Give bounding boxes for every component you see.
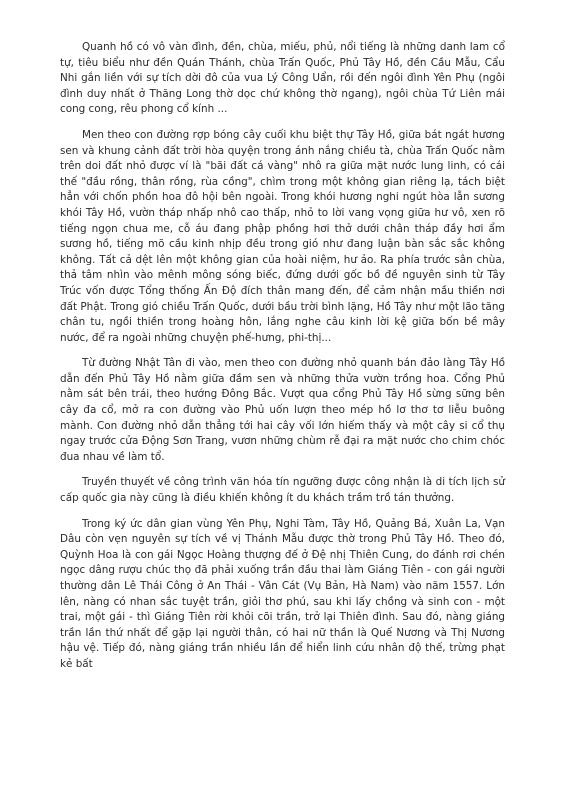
- paragraph-mother-goddess-legend: Trong ký ức dân gian vùng Yên Phụ, Nghi Tàm, Tây Hồ, Quảng Bá, Xuân La, Vạn Dâu còn vẹn nguyên sự tích về vị Thánh Mẫu được thờ trong Phủ Tây Hồ. Theo đó, Quỳnh Hoa là con gái Ngọc Hoàng thượng đế ở Đệ nhị Thiên Cung, do đánh rơi chén ngọc dâng rượu chúc thọ đã phải xuống trần đầu thai làm Giáng Tiên - con gái người thường dân Lê Thái Công ở An Thái - Vân Cát (Vụ Bản, Hà Nam) vào năm 1557. Lớn lên, nàng có nhan sắc tuyệt trần, giỏi thơ phú, sau khi lấy chồng và sinh con - một trai, một gái - thì Giáng Tiên rời khỏi cõi trần, trở lại Thiên đình. Sau đó, nàng giáng trần lần thứ nhất để gặp lại người thân, có hai nữ thần là Quế Nương và Thị Nương hậu vệ. Tiếp đó, nàng giáng trần nhiều lần để hiển linh cứu nhân độ thế, trừng phạt kẻ bất: [60, 517, 505, 670]
- body-text: [60, 40, 505, 683]
- paragraph-tran-quoc-pagoda: Men theo con đường rợp bóng cây cuối khu biệt thự Tây Hồ, giữa bát ngát hương sen và khung cảnh đất trời hòa quyện trong ánh nắng chiều tà, chùa Trấn Quốc nằm trên doi đất nhỏ được ví là "bãi đất cá vàng" nhô ra giữa mặt nước lung linh, có cái thế "đầu rồng, thân rồng, rùa cồng", chìm trong một không gian riêng lạ, tách biệt hẳn với chốn phồn hoa đô hội bên ngoài. Trong khói hương nghi ngút hòa lẫn sương khói Tây Hồ, vườn tháp nhấp nhô cao thấp, nhỏ to lời vang vọng giữa hư vô, xen rõ tiếng ngọn chua me, cỗ áu đang phập phồng hơi thở dưới chân tháp đầy hơi ẩm sương hồ, tiếng mõ cầu kinh nhịp đều trong gió như đang luận bàn sắc sắc không không. Tất cả dệt lên một không gian của hoài niệm, hư ảo. Ra phía trước sân chùa, thả tâm nhìn vào mênh mông sóng biếc, đứng dưới gốc bồ đề nguyên sinh từ Tây Trúc vốn được Tổng thống Ấn Độ đích thân mang đến, để cảm nhận mầu thiền nơi đất Phật. Trong gió chiều Trấn Quốc, dưới bầu trời bình lặng, Hồ Tây như một lão tăng chân tu, ngồi thiền trong hoàng hôn, lắng nghe câu kinh lời kệ giữa bốn bề mây nước, để ra ngoài những chuyện phế-hưng, phi-thị...: [60, 128, 505, 344]
- paragraph-temples-around-lake: Quanh hồ có vô vàn đình, đền, chùa, miếu, phủ, nổi tiếng là những danh lam cổ tự, tiêu biểu như đền Quán Thánh, chùa Trấn Quốc, Phủ Tây Hồ, đền Cầu Mẫu, Cẩu Nhi gắn liền với sự tích dời đô của vua Lý Công Uẩn, rồi đến ngôi đình Yên Phụ (ngôi đình duy nhất ở Thăng Long thờ dọc chứ không thờ ngang), ngôi chùa Tứ Liên mái cong cong, rêu phong cổ kính ...: [60, 41, 505, 116]
- paragraph-phu-tay-ho-path: Từ đường Nhật Tân đi vào, men theo con đường nhỏ quanh bán đảo làng Tây Hồ dẫn đến Phủ Tây Hồ nằm giữa đầm sen và những thửa vườn trồng hoa. Cổng Phủ nằm sát bên trái, theo hướng Đông Bắc. Vượt qua cổng Phủ Tây Hồ sừng sững bên cây đa cổ, mở ra con đường vào Phủ uốn lượn theo mép hồ lơ thơ tơ liễu buông mành. Con đường nhỏ dẫn thẳng tới hai cây vối lớn hiếm thấy và một cây si cổ thụ ngay trước cửa Động Sơn Trang, vươn những chùm rễ đại ra mặt nước cho chim chóc đua nhau về làm tổ.: [60, 357, 505, 463]
- paragraph-legend-intro: Truyền thuyết về công trình văn hóa tín ngưỡng được công nhận là di tích lịch sử cấp quốc gia này cũng là điều khiến không ít du khách trầm trồ tán thưởng.: [60, 476, 505, 505]
